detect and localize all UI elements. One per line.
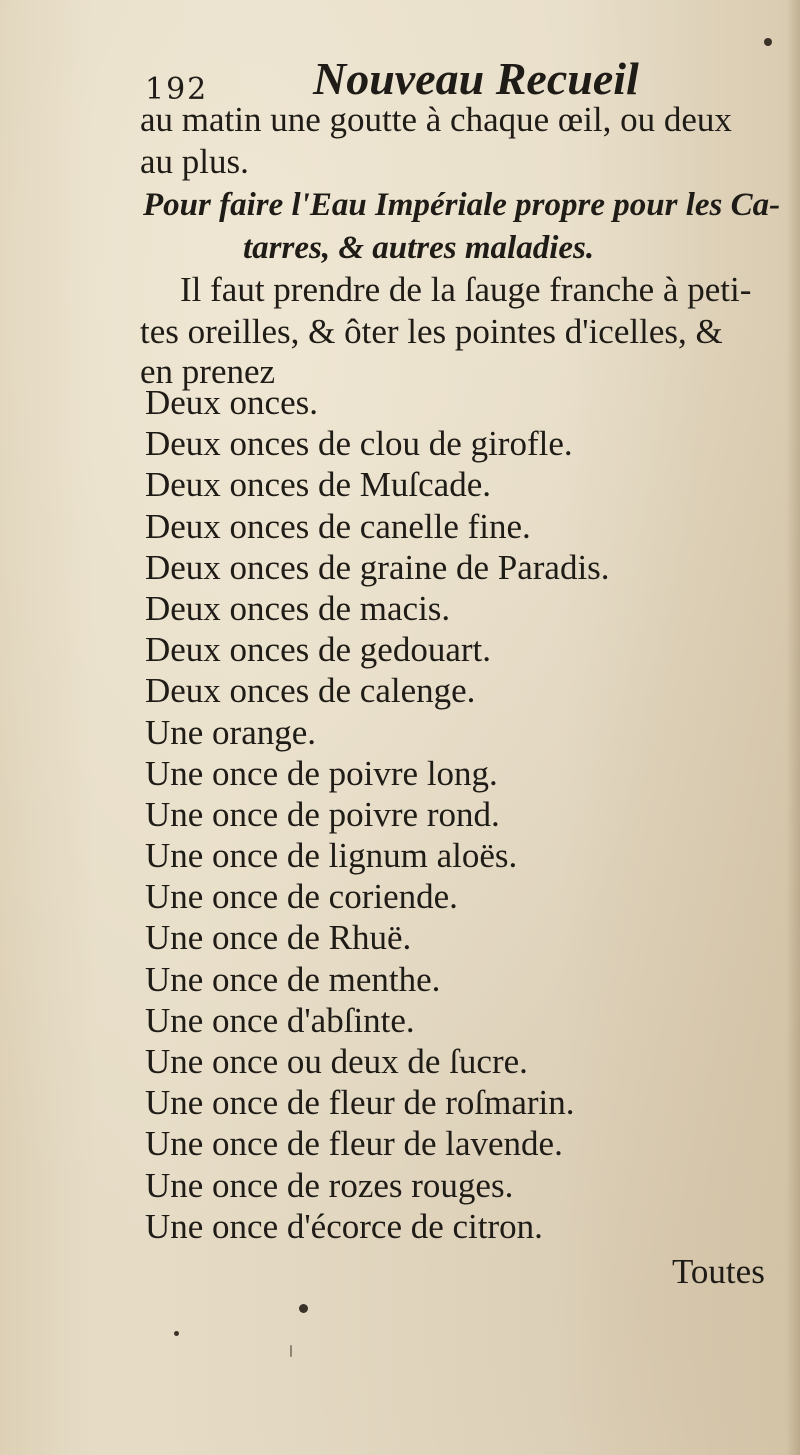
ink-speck: [299, 1304, 308, 1313]
recipe-heading-line: tarres, & autres maladies.: [243, 230, 595, 266]
ingredient-item: Une once de fleur de roſmarin.: [145, 1083, 575, 1123]
intro-line: au matin une goutte à chaque œil, ou deux: [140, 100, 732, 139]
catchword: Toutes: [672, 1252, 765, 1291]
page-edge-shadow: [786, 0, 800, 1455]
ingredient-item: Une once d'abſinte.: [145, 1000, 415, 1040]
ingredient-item: Deux onces de graine de Paradis.: [145, 547, 610, 587]
ingredient-item: Une once ou deux de ſucre.: [145, 1042, 528, 1081]
ink-speck: [174, 1331, 179, 1336]
paragraph-line: tes oreilles, & ôter les pointes d'icelles, &: [140, 312, 723, 351]
paragraph-line: Il faut prendre de la ſauge franche à peti-: [180, 270, 752, 309]
ingredient-item: Une once de poivre rond.: [145, 794, 500, 834]
ingredient-item: Deux onces de clou de girofle.: [145, 424, 573, 464]
paragraph-line: en prenez: [140, 352, 276, 391]
recipe-heading-line: Pour faire l'Eau Impériale propre pour les Ca-: [143, 187, 781, 223]
ingredient-item: Une once de rozes rouges.: [145, 1165, 514, 1205]
ingredient-item: Deux onces de macis.: [145, 588, 451, 628]
ingredient-item: Une once de coriende.: [145, 877, 458, 917]
ingredient-item: Deux onces de calenge.: [145, 671, 476, 711]
ink-speck: [764, 38, 772, 46]
ingredient-item: Deux onces.: [145, 383, 319, 422]
ingredient-item: Une once d'écorce de citron.: [145, 1206, 543, 1246]
ingredient-item: Deux onces de canelle fine.: [145, 506, 531, 546]
ingredient-list: [145, 382, 705, 1247]
page-number: 192: [145, 72, 209, 107]
ingredient-item: Une orange.: [145, 712, 317, 752]
ingredient-item: Une once de lignum aloës.: [145, 836, 518, 876]
ingredient-item: Deux onces de Muſcade.: [145, 465, 491, 505]
intro-line: au plus.: [140, 142, 249, 181]
ink-speck: [290, 1345, 292, 1357]
ingredient-item: Une once de fleur de lavende.: [145, 1124, 563, 1164]
ingredient-item: Une once de Rhuë.: [145, 918, 412, 958]
ingredient-item: Une once de poivre long.: [145, 753, 498, 793]
running-title: Nouveau Recueil: [313, 53, 639, 104]
ingredient-item: Une once de menthe.: [145, 959, 441, 999]
ingredient-item: Deux onces de gedouart.: [145, 630, 491, 670]
